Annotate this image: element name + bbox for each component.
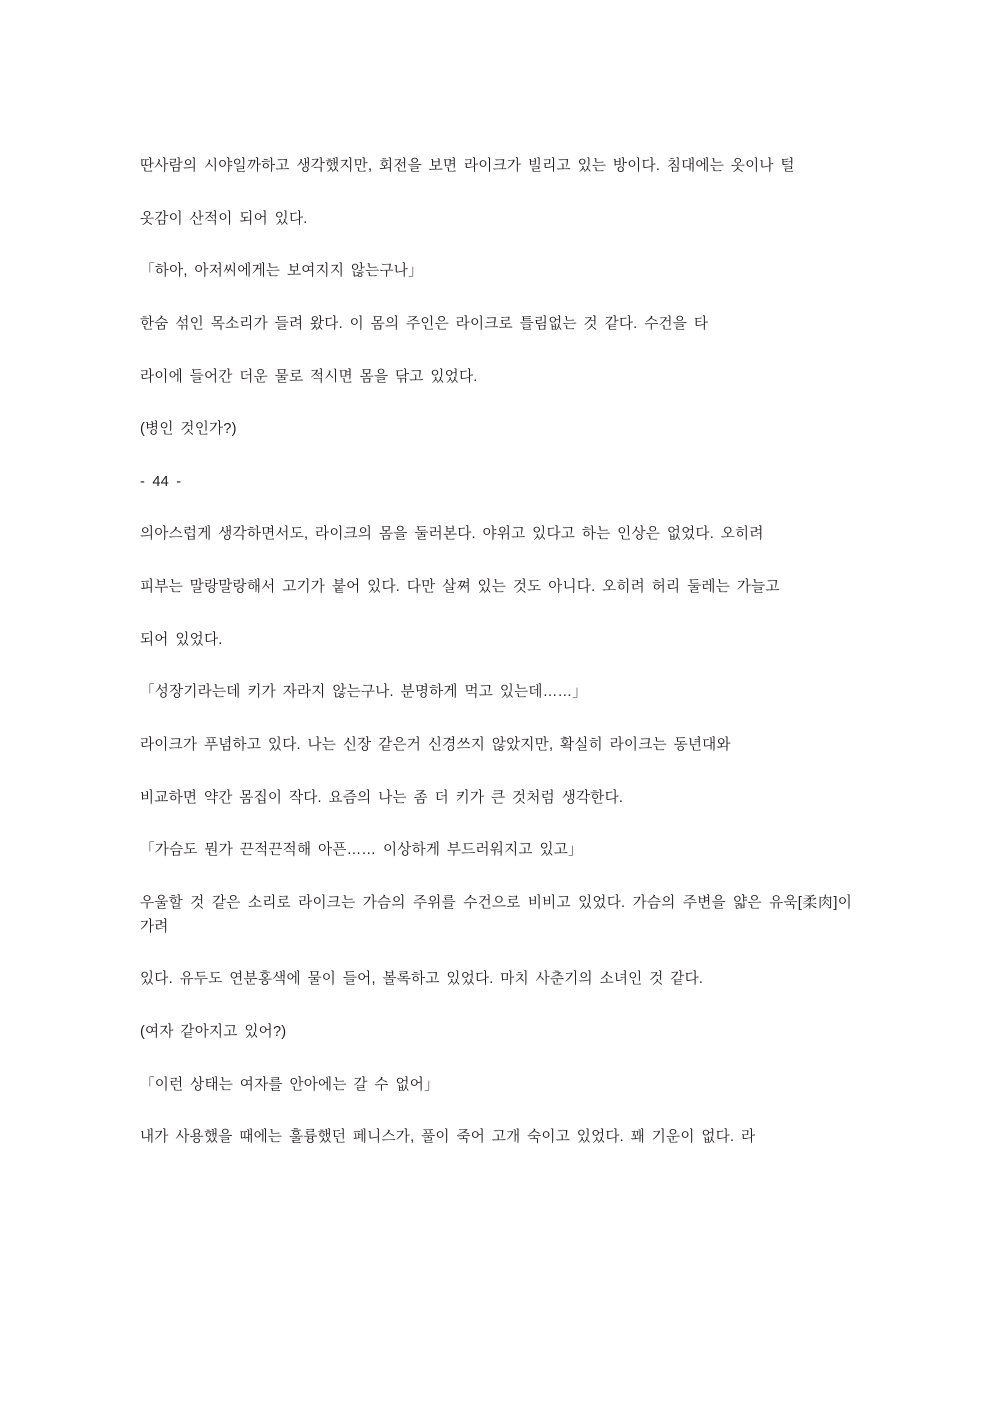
paragraph: 옷감이 산적이 되어 있다. xyxy=(140,210,308,227)
paragraph: 비교하면 약간 몸집이 작다. 요즘의 나는 좀 더 키가 큰 것처럼 생각한다. xyxy=(140,789,624,806)
paragraph: 있다. 유두도 연분홍색에 물이 들어, 볼록하고 있었다. 마치 사춘기의 소녀인 것 같다. xyxy=(140,971,704,988)
paragraph: 라이크가 푸념하고 있다. 나는 신장 같은거 신경쓰지 않았지만, 확실히 라이크는 동년대와 xyxy=(140,737,731,754)
paragraph: 라이에 들어간 더운 물로 적시면 몸을 닦고 있었다. xyxy=(140,368,478,385)
paragraph: 「가슴도 뭔가 끈적끈적해 아픈…… 이상하게 부드러워지고 있고」 xyxy=(140,842,583,859)
document-body xyxy=(140,155,852,1150)
paragraph: 「하아, 아저씨에게는 보여지지 않는구나」 xyxy=(140,263,423,280)
paragraph: 되어 있었다. xyxy=(140,631,223,648)
paragraph: 「이런 상태는 여자를 안아에는 갈 수 없어」 xyxy=(140,1076,439,1093)
page-number: - 44 - xyxy=(140,473,182,490)
paragraph: 「성장기라는데 키가 자라지 않는구나. 분명하게 먹고 있는데……」 xyxy=(140,684,588,701)
paragraph: (병인 것인가?) xyxy=(140,421,237,438)
paragraph: 의아스럽게 생각하면서도, 라이크의 몸을 둘러본다. 야위고 있다고 하는 인상은 없었다. 오히려 xyxy=(140,526,764,543)
paragraph: (여자 같아지고 있어?) xyxy=(140,1023,287,1040)
paragraph: 내가 사용했을 때에는 훌륭했던 페니스가, 풀이 죽어 고개 숙이고 있었다. 꽤 기운이 없다. 라 xyxy=(140,1129,756,1146)
paragraph: 우울할 것 같은 소리로 라이크는 가슴의 주위를 수건으로 비비고 있었다. 가슴의 주변을 얇은 유욱[柔肉]이 가려 xyxy=(140,894,852,935)
paragraph: 한숨 섞인 목소리가 들려 왔다. 이 몸의 주인은 라이크로 틀림없는 것 같다. 수건을 타 xyxy=(140,315,709,332)
paragraph: 딴사람의 시야일까하고 생각했지만, 회전을 보면 라이크가 빌리고 있는 방이다. 침대에는 옷이나 털 xyxy=(140,158,795,174)
paragraph: 피부는 말랑말랑해서 고기가 붙어 있다. 다만 살쪄 있는 것도 아니다. 오히려 허리 둘레는 가늘고 xyxy=(140,579,780,596)
